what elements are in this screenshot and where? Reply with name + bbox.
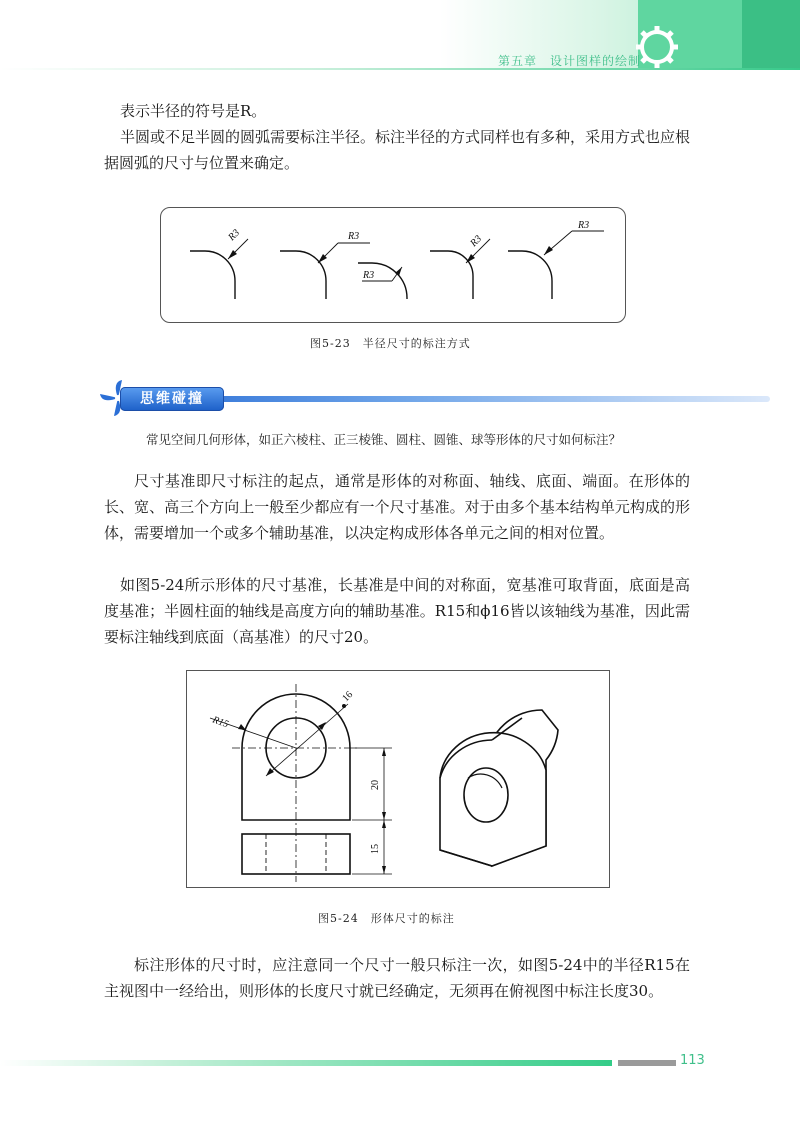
figure-5-24-drawing (186, 670, 610, 888)
figure-5-23-drawing (160, 207, 626, 323)
paragraph-datum: 尺寸基准即尺寸标注的起点，通常是形体的对称面、轴线、底面、端面。在形体的长、宽、高三个方向上一般至少都应有一个尺寸基准。对于由多个基本结构单元构成的形体，需要增加一个或多个辅助基准，以决定构成形体各单元之间的相对位置。 (104, 472, 690, 542)
fig23-label-1: R3 (226, 227, 242, 244)
figure-5-23-caption: 图5-23 半径尺寸的标注方式 (310, 337, 471, 350)
fig23-label-4: R3 (468, 233, 484, 250)
fig23-label-3: R3 (363, 270, 375, 281)
think-tag: 思维碰撞 (120, 387, 224, 411)
fig24-label-h15: 15 (370, 844, 381, 854)
fig23-label-5: R3 (578, 220, 590, 231)
figure-5-24-caption: 图5-24 形体尺寸的标注 (318, 912, 455, 925)
chapter-title: 第五章 设计图样的绘制 (498, 54, 642, 68)
paragraph-figure-24-explanation: 如图5-24所示形体的尺寸基准，长基准是中间的对称面，宽基准可取背面，底面是高度基准；半圆柱面的轴线是高度方向的辅助基准。R15和ϕ16皆以该轴线为基准，因此需要标注轴线到底面（高基准）的尺寸20。 (104, 576, 690, 646)
paragraph-dimension-once: 标注形体的尺寸时，应注意同一个尺寸一般只标注一次，如图5-24中的半径R15在主视图中一经给出，则形体的长度尺寸就已经确定，无须再在俯视图中标注长度30。 (104, 956, 690, 1000)
fig24-label-d16: 16 (340, 689, 356, 705)
footer-grey-bar (618, 1060, 676, 1066)
fig24-label-h20: 20 (370, 780, 381, 790)
header-accent-block-dark (742, 0, 800, 68)
paragraph-radius-symbol: 表示半径的符号是R。 (120, 102, 267, 120)
think-question: 常见空间几何形体，如正六棱柱、正三棱锥、圆柱、圆锥、球等形体的尺寸如何标注？ (146, 432, 622, 447)
paragraph-radius-intro: 半圆或不足半圆的圆弧需要标注半径。标注半径的方式同样也有多种，采用方式也应根据圆弧的尺寸与位置来确定。 (104, 128, 691, 172)
think-divider (150, 396, 770, 402)
footer-bar (0, 1060, 612, 1066)
fig24-label-r15: R15 (210, 714, 230, 731)
page-number: 113 (680, 1053, 705, 1068)
fig23-label-2: R3 (348, 231, 360, 242)
